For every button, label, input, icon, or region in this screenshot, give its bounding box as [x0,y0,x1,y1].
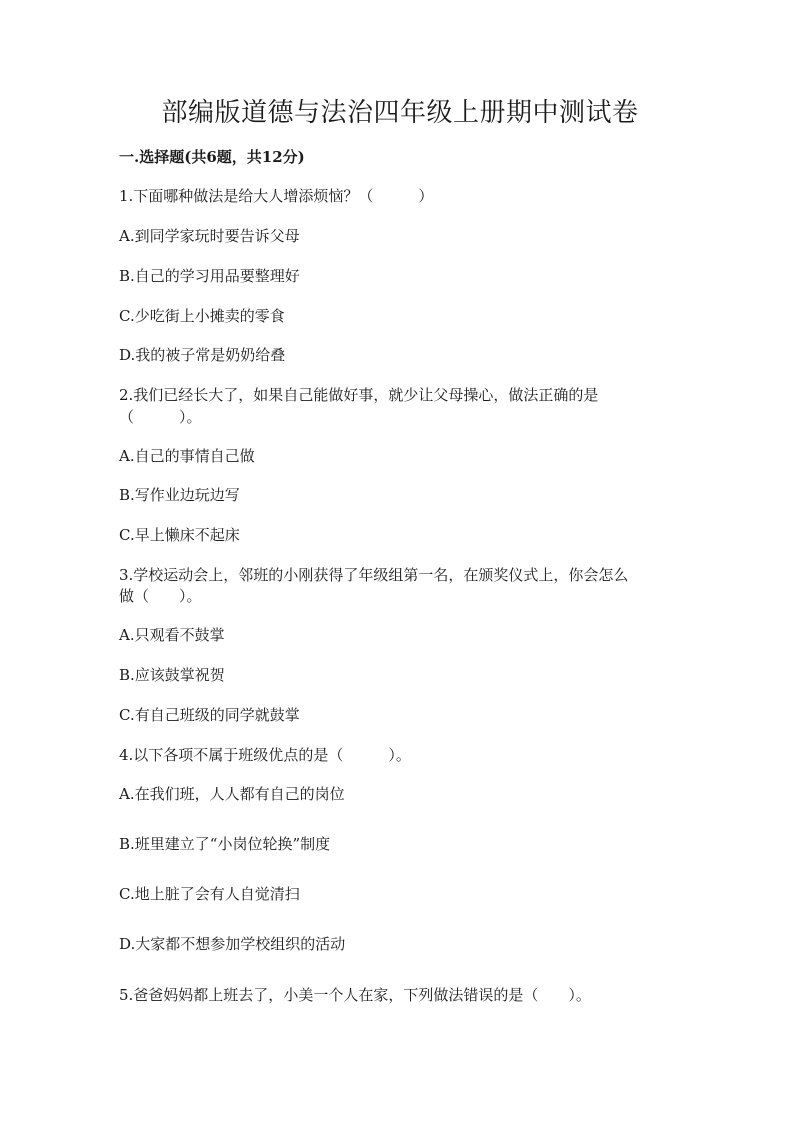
question-4-option-a: A.在我们班，人人都有自己的岗位 [119,785,345,803]
question-4-option-c: C.地上脏了会有人自觉清扫 [119,885,300,903]
question-1-option-c: C.少吃街上小摊卖的零食 [119,307,285,325]
question-1-option-d: D.我的被子常是奶奶给叠 [119,346,286,364]
question-5-stem: 5.爸爸妈妈都上班去了，小美一个人在家，下列做法错误的是（ ）。 [119,986,591,1004]
question-3-stem-line-1: 3.学校运动会上，邻班的小刚获得了年级组第一名，在颁奖仪式上，你会怎么 [119,566,629,584]
page-title: 部编版道德与法治四年级上册期中测试卷 [161,98,639,128]
question-4-option-b: B.班里建立了“小岗位轮换”制度 [119,835,331,853]
question-2-option-b: B.写作业边玩边写 [119,486,240,504]
question-3-option-b: B.应该鼓掌祝贺 [119,666,225,684]
question-1-option-b: B.自己的学习用品要整理好 [119,267,300,285]
question-3-option-c: C.有自己班级的同学就鼓掌 [119,706,300,724]
question-2-option-c: C.早上懒床不起床 [119,526,240,544]
section-heading: 一.选择题(共6题，共12分) [119,148,305,166]
question-3-stem-line-2: 做（ ）。 [119,587,202,605]
question-2-stem-line-1: 2.我们已经长大了，如果自己能做好事，就少让父母操心，做法正确的是 [119,386,599,404]
question-4-option-d: D.大家都不想参加学校组织的活动 [119,935,346,953]
question-3-option-a: A.只观看不鼓掌 [119,626,225,644]
question-1-option-a: A.到同学家玩时要告诉父母 [119,227,300,245]
question-2-stem-line-2: （ ）。 [119,408,202,426]
question-4-stem: 4.以下各项不属于班级优点的是（ ）。 [119,746,411,764]
question-1-stem: 1.下面哪种做法是给大人增添烦恼？（ ） [119,187,434,205]
question-2-option-a: A.自己的事情自己做 [119,447,255,465]
